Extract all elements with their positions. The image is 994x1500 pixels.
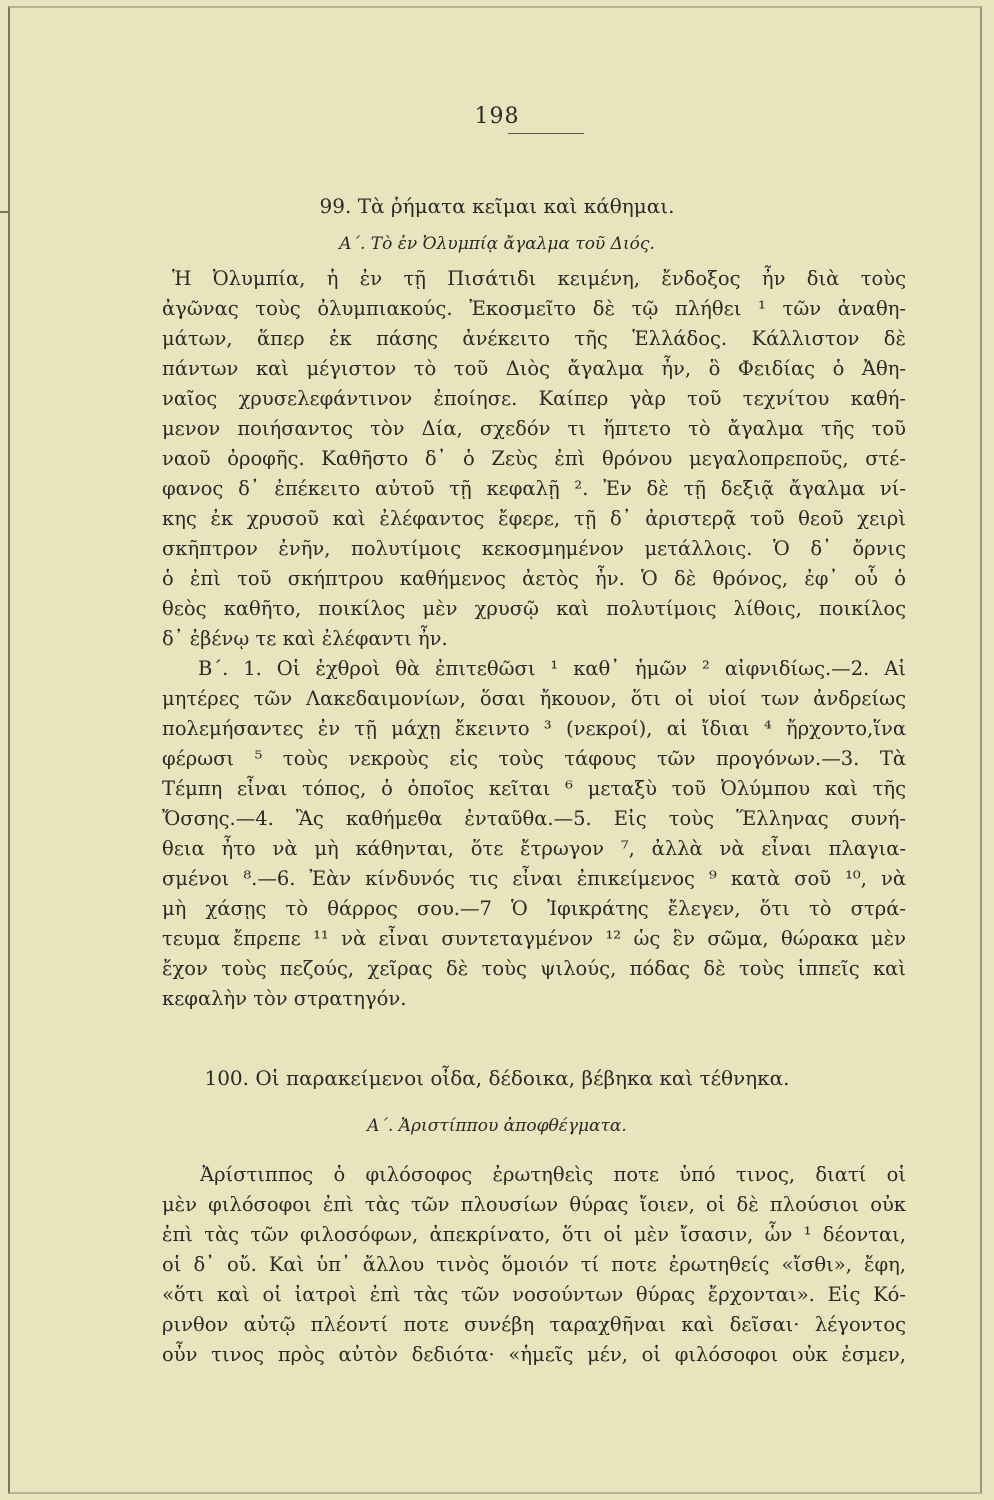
- text-line: πολεμήσαντες ἐν τῇ μάχῃ ἔκειντο ³ (νεκροί), αἱ ἴδιαι ⁴ ἤρχοντο,ἵνα: [162, 717, 906, 740]
- section-99-heading: 99. Τὰ ῥήματα κεῖμαι καὶ κάθημαι.: [319, 194, 675, 218]
- text-line: μητέρες τῶν Λακεδαιμονίων, ὅσαι ἤκουον, ὅτι οἱ υἱοί των ἀνδρείως: [162, 687, 906, 710]
- text-line: ἐπὶ τὰς τῶν φιλοσόφων, ἀπεκρίνατο, ὅτι οἱ μὲν ἴσασιν, ὧν ¹ δέονται,: [162, 1223, 906, 1246]
- text-line: ναοῦ ὀροφῆς. Καθῆστο δ᾽ ὁ Ζεὺς ἐπὶ θρόνου μεγαλοπρεποῦς, στέ-: [162, 447, 906, 470]
- text-line: κεφαλὴν τὸν στρατηγόν.: [162, 987, 407, 1010]
- section-99-subheading: Α΄. Τὸ ἐν Ὀλυμπίᾳ ἄγαλμα τοῦ Διός.: [339, 234, 655, 254]
- text-line: οὖν τινος πρὸς αὐτὸν δεδιότα· «ἡμεῖς μέν, οἱ φιλόσοφοι οὐκ ἐσμεν,: [162, 1343, 906, 1366]
- text-line: οἱ δ᾽ οὔ. Καὶ ὑπ᾽ ἄλλου τινὸς ὅμοιόν τί ποτε ἐρωτηθείς «ἴσθι», ἔφη,: [162, 1253, 906, 1276]
- text-line: μὲν φιλόσοφοι ἐπὶ τὰς τῶν πλουσίων θύρας ἴοιεν, οἱ δὲ πλούσιοι οὐκ: [162, 1193, 906, 1216]
- text-line: θεὸς καθῆτο, ποικίλος μὲν χρυσῷ καὶ πολυτίμοις λίθοις, ποικίλος: [162, 597, 906, 620]
- page-number: 198: [474, 104, 520, 129]
- text-line: μὴ χάσῃς τὸ θάρρος σου.—7 Ὁ Ἰφικράτης ἔλεγεν, ὅτι τὸ στρά-: [162, 897, 906, 920]
- text-line: ἔχον τοὺς πεζούς, χεῖρας δὲ τοὺς ψιλούς, πόδας δὲ τοὺς ἱππεῖς καὶ: [162, 957, 906, 980]
- text-line: σμένοι ⁸.—6. Ἐὰν κίνδυνός τις εἶναι ἐπικείμενος ⁹ κατὰ σοῦ ¹⁰, νὰ: [162, 867, 906, 890]
- text-line: μάτων, ἅπερ ἐκ πάσης ἀνέκειτο τῆς Ἑλλάδος. Κάλλιστον δὲ: [162, 327, 906, 350]
- text-line: φέρωσι ⁵ τοὺς νεκροὺς εἰς τοὺς τάφους τῶν προγόνων.—3. Τὰ: [162, 747, 906, 770]
- page-number-rule: [508, 133, 584, 134]
- text-line: Ὄσσης.—4. Ἂς καθήμεθα ἐνταῦθα.—5. Εἰς τοὺς Ἕλληνας συνή-: [162, 807, 906, 830]
- section-100-heading: 100. Οἱ παρακείμενοι οἶδα, δέδοικα, βέβηκα καὶ τέθνηκα.: [204, 1066, 790, 1090]
- text-line: «ὅτι καὶ οἱ ἰατροὶ ἐπὶ τὰς τῶν νοσούντων θύρας ἔρχονται». Εἰς Κό-: [162, 1283, 906, 1306]
- text-line: φανος δ᾽ ἐπέκειτο αὐτοῦ τῇ κεφαλῇ ². Ἐν δὲ τῇ δεξιᾷ ἄγαλμα νί-: [162, 477, 906, 500]
- text-line: Ἀρίστιππος ὁ φιλόσοφος ἐρωτηθεὶς ποτε ὑπό τινος, διατί οἱ: [200, 1163, 906, 1186]
- text-line: σκῆπτρον ἐνῆν, πολυτίμοις κεκοσμημένον μετάλλοις. Ὁ δ᾽ ὄρνις: [162, 537, 906, 560]
- text-line: ὁ ἐπὶ τοῦ σκήπτρου καθήμενος ἀετὸς ἦν. Ὁ δὲ θρόνος, ἐφ᾽ οὗ ὁ: [162, 567, 906, 590]
- text-line: Β΄. 1. Οἱ ἐχθροὶ θὰ ἐπιτεθῶσι ¹ καθ᾽ ἡμῶν ² αἰφνιδίως.—2. Αἱ: [198, 657, 906, 680]
- text-line: ρινθον αὐτῷ πλέοντί ποτε συνέβη ταραχθῆναι καὶ δεῖσαι· λέγοντος: [162, 1313, 906, 1336]
- text-line: κης ἐκ χρυσοῦ καὶ ἐλέφαντος ἔφερε, τῇ δ᾽ ἀριστερᾷ τοῦ θεοῦ χειρὶ: [162, 507, 906, 530]
- text-line: δ᾽ ἐβένῳ τε καὶ ἐλέφαντι ἦν.: [162, 627, 448, 650]
- text-line: τευμα ἔπρεπε ¹¹ νὰ εἶναι συντεταγμένον ¹² ὡς ἓν σῶμα, θώρακα μὲν: [162, 927, 906, 950]
- section-100-subheading: Α΄. Ἀριστίππου ἀποφθέγματα.: [367, 1116, 627, 1136]
- text-line: ἀγῶνας τοὺς ὀλυμπιακούς. Ἐκοσμεῖτο δὲ τῷ πλήθει ¹ τῶν ἀναθη-: [162, 297, 906, 320]
- text-line: πάντων καὶ μέγιστον τὸ τοῦ Διὸς ἄγαλμα ἦν, ὃ Φειδίας ὁ Ἀθη-: [162, 357, 906, 380]
- text-line: μενον ποιήσαντος τὸν Δία, σχεδόν τι ἥπτετο τὸ ἄγαλμα τῆς τοῦ: [162, 417, 906, 440]
- text-line: Ἡ Ὀλυμπία, ἡ ἐν τῇ Πισάτιδι κειμένη, ἔνδοξος ἦν διὰ τοὺς: [172, 267, 906, 290]
- text-line: ναῖος χρυσελεφάντινον ἐποίησε. Καίπερ γὰρ τοῦ τεχνίτου καθή-: [162, 387, 906, 410]
- text-line: θεια ἦτο νὰ μὴ κάθηνται, ὅτε ἔτρωγον ⁷, ἀλλὰ νὰ εἶναι πλαγια-: [162, 837, 906, 860]
- text-line: Τέμπη εἶναι τόπος, ὁ ὁποῖος κεῖται ⁶ μεταξὺ τοῦ Ὀλύμπου καὶ τῆς: [162, 777, 906, 800]
